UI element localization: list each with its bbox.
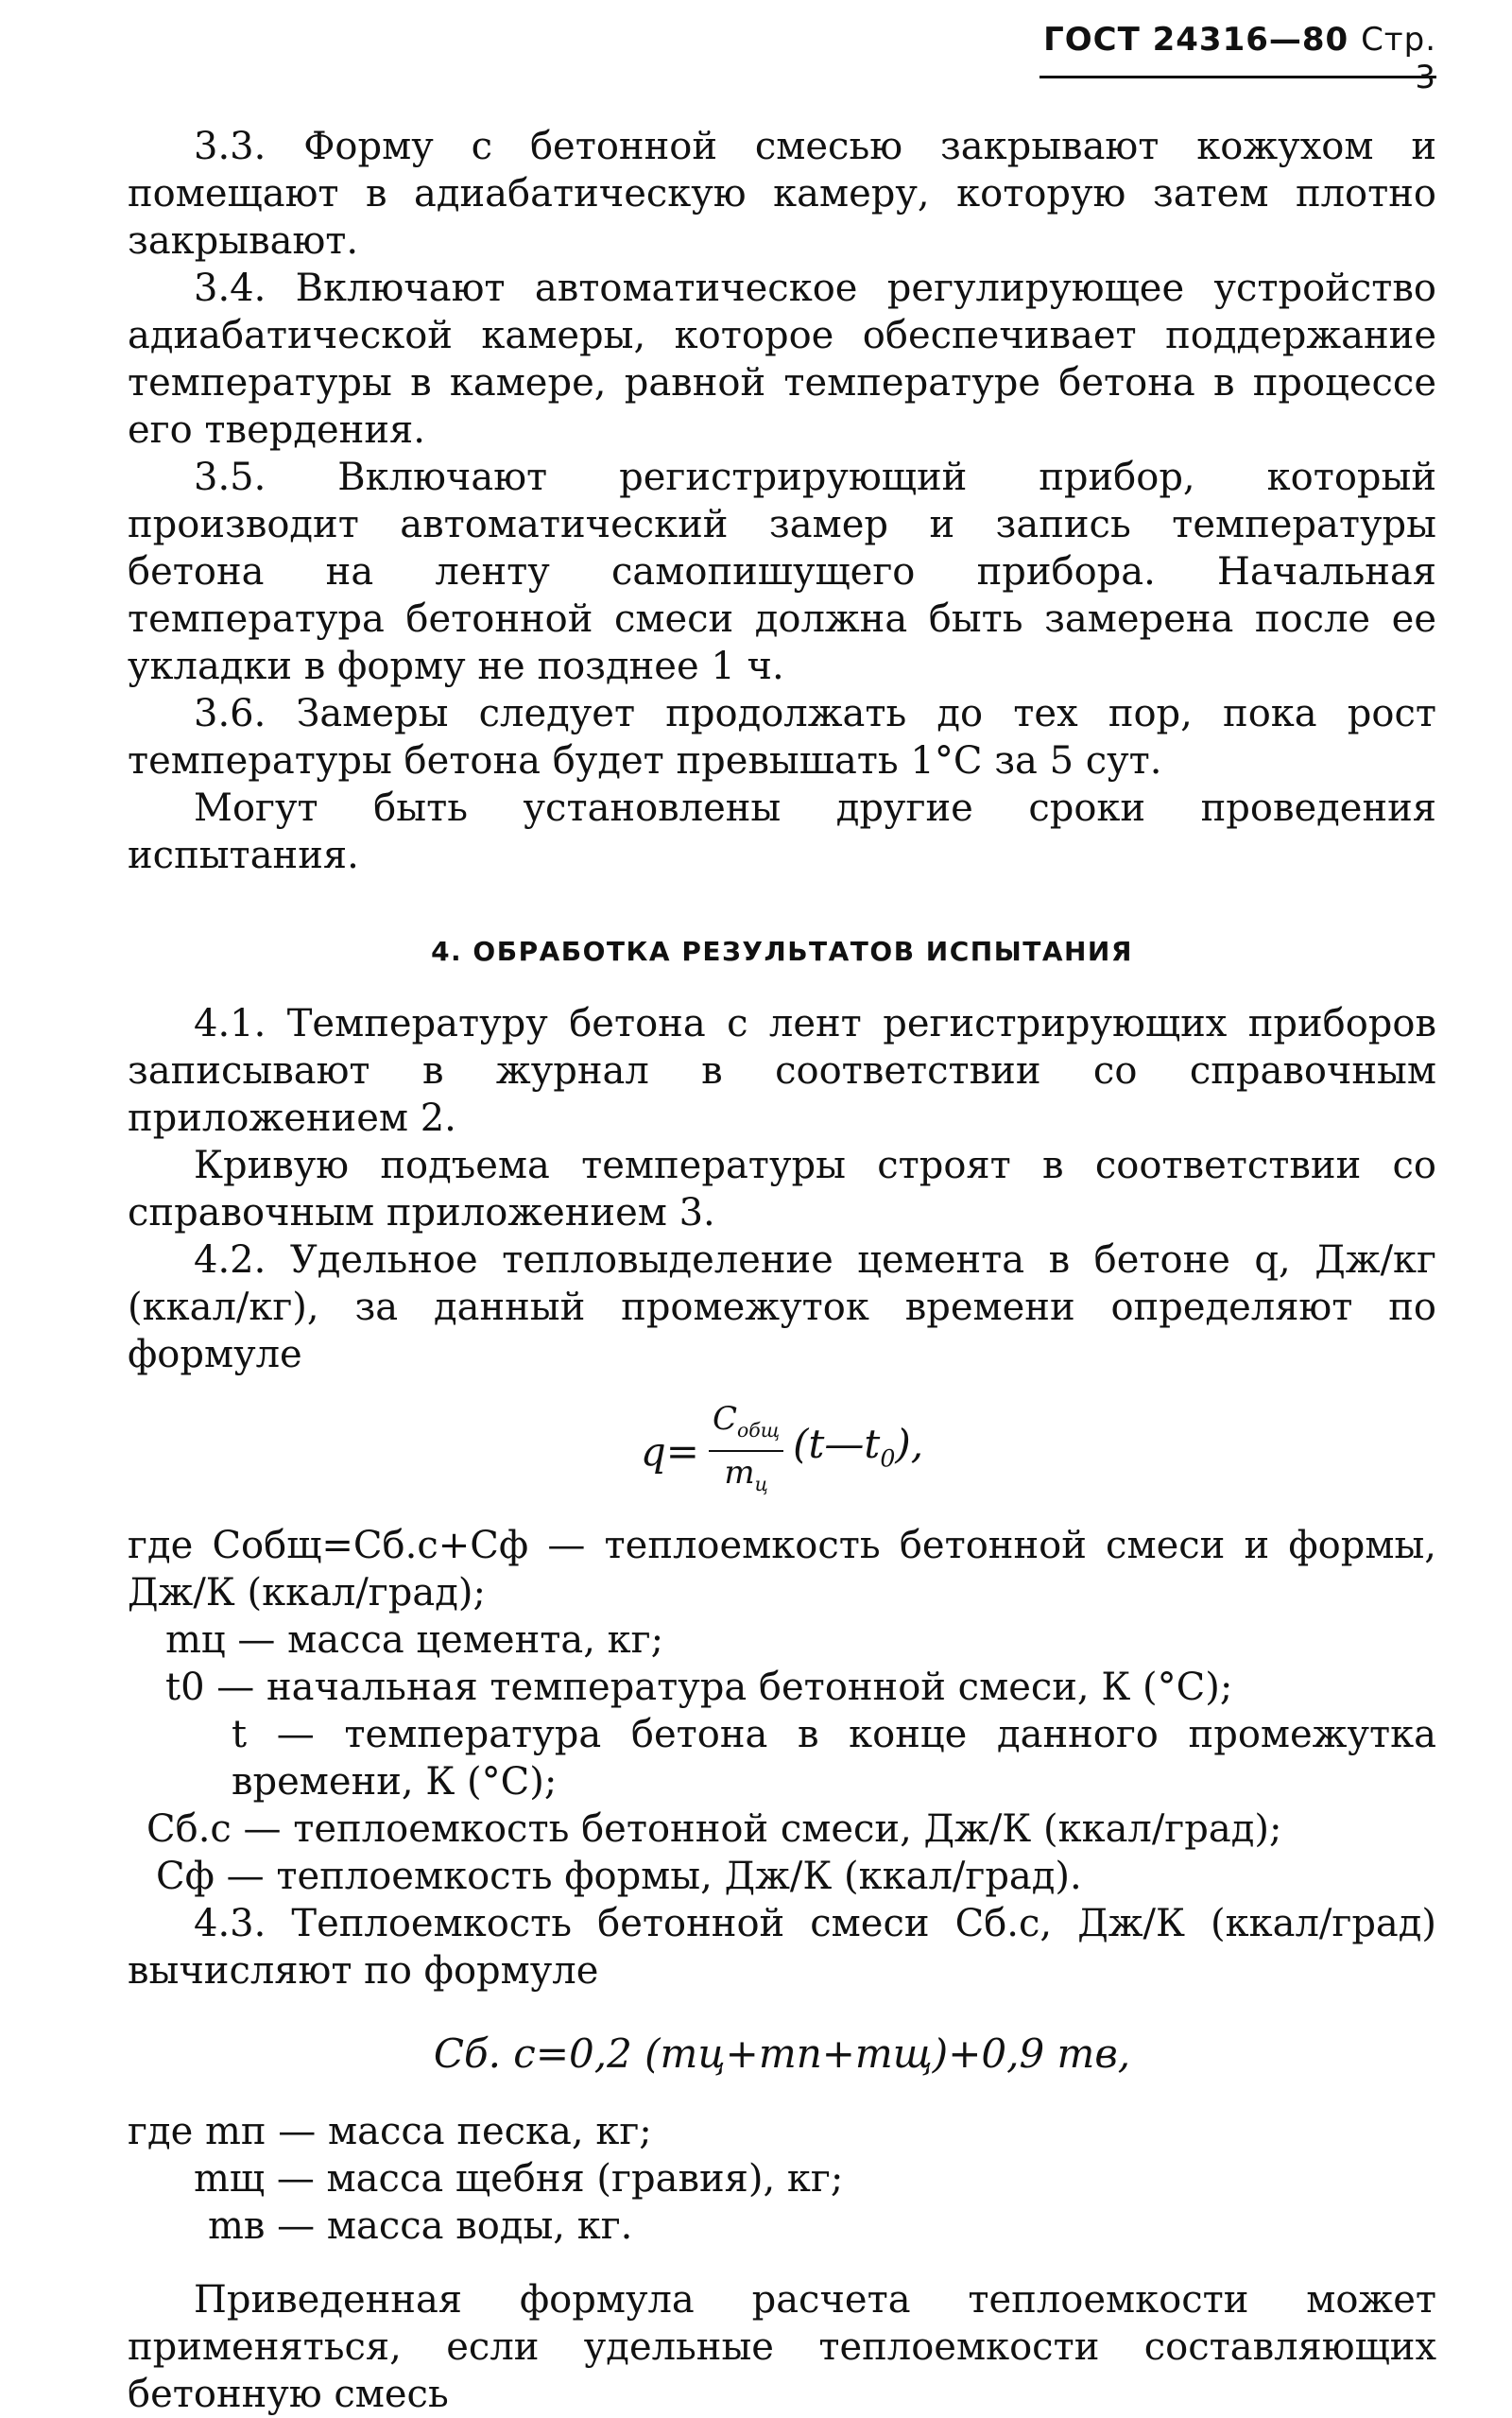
definition-c-form: Cф — теплоемкость формы, Дж/К (ккал/град). — [156, 1854, 1082, 1898]
paragraph-3-6-note: Могут быть установлены другие сроки проведения испытания. — [128, 786, 1436, 877]
page-number: Стр. — [1361, 21, 1436, 59]
formula-heat-release — [128, 1399, 1436, 1505]
paragraph-4-3: 4.3. Теплоемкость бетонной смеси Cб.с, Дж/К (ккал/град) вычисляют по формуле — [128, 1901, 1436, 1993]
paragraph-4-2: 4.2. Удельное тепловыделение цемента в бетоне q, Дж/кг (ккал/кг), за данный промежуток времени определяют по формуле — [128, 1238, 1436, 1376]
paragraph-3-4: 3.4. Включают автоматическое регулирующее устройство адиабатической камеры, которое обеспечивает поддержание температуры в камере, равной температуре бетона в процессе его твердения. — [128, 267, 1436, 452]
rhs-main: (t—t — [793, 1421, 881, 1468]
paragraph-4-1: 4.1. Температуру бетона с лент регистрирующих приборов записывают в журнал в соответствии со справочным приложением 2. — [128, 1002, 1436, 1140]
formula-equals: = — [665, 1427, 699, 1475]
numerator-subscript: общ — [737, 1418, 781, 1442]
paragraph-3-3: 3.3. Форму с бетонной смесью закрывают кожухом и помещают в адиабатическую камеру, которую затем плотно закрывают. — [128, 125, 1436, 263]
rhs-subscript: 0 — [880, 1444, 896, 1473]
definition-m-cement: mц — масса цемента, кг; — [165, 1617, 664, 1662]
paragraph-4-1-note: Кривую подъема температуры строят в соответствии со справочным приложением 3. — [128, 1144, 1436, 1235]
definition-t0: t0 — начальная температура бетонной смеси, К (°С); — [165, 1665, 1233, 1709]
denominator-symbol: m — [724, 1453, 755, 1492]
paragraph-closing: Приведенная формула расчета теплоемкости может применяться, если удельные теплоемкости составляющих бетонную смесь — [128, 2277, 1436, 2416]
paragraph-3-6: 3.6. Замеры следует продолжать до тех пор, пока рост температуры бетона будет превышать 1°С за 5 сут. — [128, 692, 1436, 783]
document-body — [128, 123, 1436, 2418]
definition-m-sand: где mп — масса песка, кг; — [128, 2109, 652, 2153]
paragraph-3-5: 3.5. Включают регистрирующий прибор, который производит автоматический замер и запись температуры бетона на ленту самопишущего прибора. Начальная температура бетонной смеси должна быть замерена после ее укладки в форму не позднее 1 ч. — [128, 456, 1436, 688]
definition-t: t — температура бетона в конце данного промежутка времени, К (°С); — [232, 1712, 1436, 1804]
formula-rhs — [793, 1421, 923, 1482]
section-4-title: 4. ОБРАБОТКА РЕЗУЛЬТАТОВ ИСПЫТАНИЯ — [431, 936, 1133, 967]
definition-c-total: где Cобщ=Cб.с+Cф — теплоемкость бетонной смеси и формы, Дж/К (ккал/град); — [128, 1523, 1436, 1615]
fraction-numerator — [709, 1399, 783, 1452]
formula-lhs: q — [640, 1427, 666, 1475]
definition-m-water: mв — масса воды, кг. — [208, 2203, 633, 2248]
numerator-symbol: C — [713, 1400, 738, 1438]
header-rule — [1040, 76, 1436, 78]
formula-fraction — [709, 1399, 783, 1505]
definition-c-mix: Cб.с — теплоемкость бетонной смеси, Дж/К (ккал/град); — [146, 1806, 1282, 1851]
page-header — [1040, 21, 1436, 96]
rhs-end: ), — [895, 1421, 924, 1468]
document-code: ГОСТ 24316—80 — [1043, 21, 1349, 59]
definition-m-gravel: mщ — масса щебня (гравия), кг; — [194, 2156, 844, 2201]
fraction-denominator — [724, 1452, 767, 1505]
formula-heat-capacity: Cб. с=0,2 (mц+mп+mщ)+0,9 mв, — [433, 2029, 1131, 2077]
denominator-subscript: ц — [754, 1472, 768, 1495]
